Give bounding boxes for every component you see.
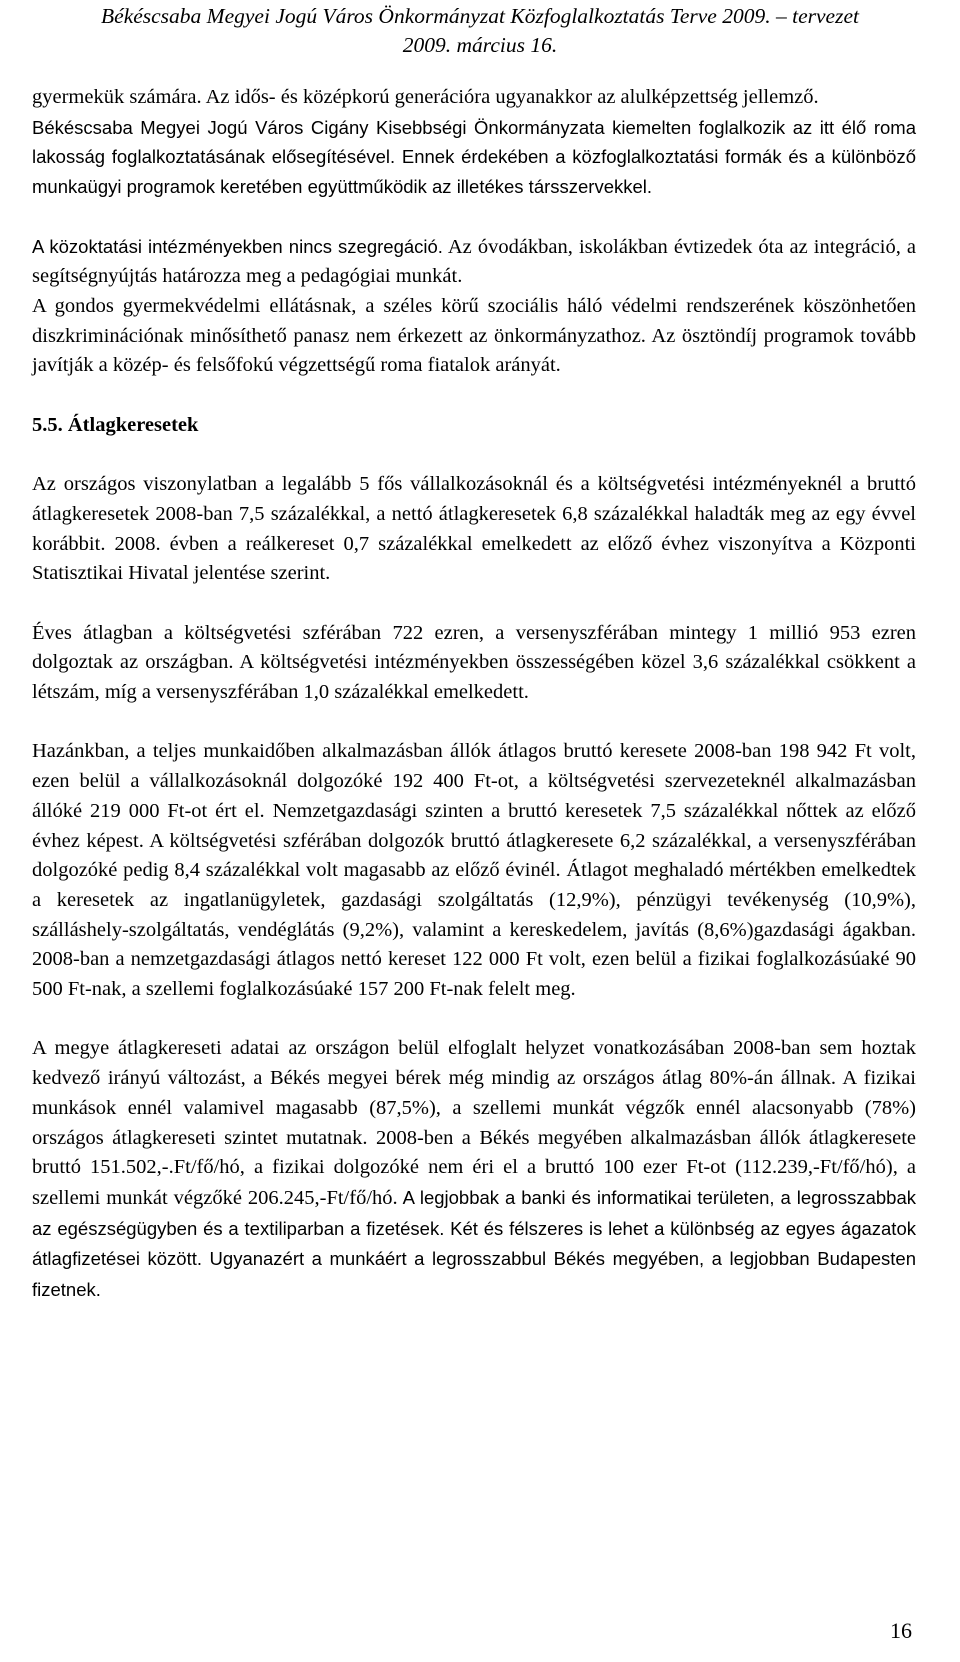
document-body: [32, 83, 916, 1306]
paragraph-5: Az országos viszonylatban a legalább 5 fős vállalkozásoknál és a költségvetési intézményeknél a bruttó átlagkeresetek 2008-ban 7,5 százalékkal, a nettó átlagkeresetek 6,8 százalékkal haladták meg az egy évvel korábbit. 2008. évben a reálkereset 0,7 százalékkal emelkedett az előző évhez viszonyítva a Központi Statisztikai Hivatal jelentése szerint.: [32, 473, 916, 585]
paragraph-3: [32, 232, 916, 292]
paragraph-4: A gondos gyermekvédelmi ellátásnak, a széles körű szociális háló védelmi rendszerének köszönhetően diszkriminációnak minősíthető panasz nem érkezett az önkormányzathoz. Az ösztöndíj programok tovább javítják a közép- és felsőfokú végzettségű roma fiatalok arányát.: [32, 294, 916, 377]
page-number: 16: [890, 1618, 912, 1643]
paragraph-1: gyermekük számára. Az idős- és középkorú generációra ugyanakkor az alulképzettség jellemző.: [32, 86, 819, 108]
header-title: Békéscsaba Megyei Jogú Város Önkormányzat Közfoglalkoztatás Terve 2009. – tervezet: [101, 4, 859, 28]
paragraph-7: Hazánkban, a teljes munkaidőben alkalmazásban állók átlagos bruttó keresete 2008-ban 198 942 Ft volt, ezen belül a vállalkozásoknál dolgozóké 192 400 Ft-ot, a költségvetési szervezeteknél alkalmazásban állóké 219 000 Ft-ot ért el. Nemzetgazdasági szinten a bruttó keresetek 7,5 százalékkal nőttek az előző évhez képest. A költségvetési szférában dolgozók bruttó átlagkeresete 6,2 százalékkal, a versenyszférában dolgozóké pedig 8,4 százalékkal volt magasabb az előző évinél. Átlagot meghaladó mértékben emelkedtek a keresetek az ingatlanügyletek, gazdasági szolgáltatás (12,9%), pénzügyi tevékenység (10,9%), szálláshely-szolgáltatás, vendéglátás (9,2%), valamint a kereskedelem, javítás (8,6%)gazdasági ágakban. 2008-ban a nemzetgazdasági átlagos nettó kereset 122 000 Ft volt, ezen belül a fizikai foglalkozásúaké 90 500 Ft-nak, a szellemi foglalkozásúaké 157 200 Ft-nak felelt meg.: [32, 740, 916, 1001]
header-date: 2009. március 16.: [402, 33, 558, 57]
page-header: [40, 2, 920, 60]
section-heading: 5.5. Átlagkeresetek: [32, 413, 199, 436]
paragraph-8-main: A megye átlagkereseti adatai az országon belül elfoglalt helyzet vonatkozásában 2008-ban sem hoztak kedvező irányú változást, a Békés megyei bérek még mindig az országos átlag 80%-án állnak. A fizikai munkások ennél valamivel magasabb (87,5%), a szellemi munkát végzők ennél alacsonyabb (78%) országos átlagkereseti szintet mutatnak. 2008-ben a Békés megyében alkalmazásban állók átlagkeresete bruttó 151.502,-.Ft/fő/hó, a fizikai dolgozóké nem éri el a bruttó 100 ezer Ft-ot (112.239,-Ft/fő/hó), a szellemi munkát végzőké 206.245,-Ft/fő/hó.: [32, 1037, 916, 1209]
paragraph-6: Éves átlagban a költségvetési szférában 722 ezren, a versenyszférában mintegy 1 millió 953 ezren dolgoztak az országban. A költségvetési intézményekben összességében közel 3,6 százalékkal csökkent a létszám, míg a versenyszférában 1,0 százalékkal emelkedett.: [32, 621, 916, 703]
paragraph-8-tail: A legjobbak a banki és informatikai területen, a legrosszabbak az egészségügyben és a textiliparban a fizetések. Két és félszeres is lehet a különbség az egyes ágazatok átlagfizetései között. Ugyanazért a munkáért a legrosszabbul Békés megyében, a legjobban Budapesten fizetnek.: [32, 1186, 917, 1301]
paragraph-2: Békéscsaba Megyei Jogú Város Cigány Kisebbségi Önkormányzata kiemelten foglalkozik az itt élő roma lakosság foglalkoztatásának elősegítésével. Ennek érdekében a közfoglalkoztatási formák és a különböző munkaügyi programok keretében együttműködik az illetékes társszervekkel.: [32, 116, 916, 198]
paragraph-3-rest: Az óvodákban, iskolákban évtizedek óta az integráció, a segítségnyújtás határozza meg a pedagógiai munkát.: [32, 235, 917, 288]
paragraph-8: [32, 1034, 916, 1305]
paragraph-3-lead: A közoktatási intézményekben nincs szegregáció.: [32, 235, 443, 257]
